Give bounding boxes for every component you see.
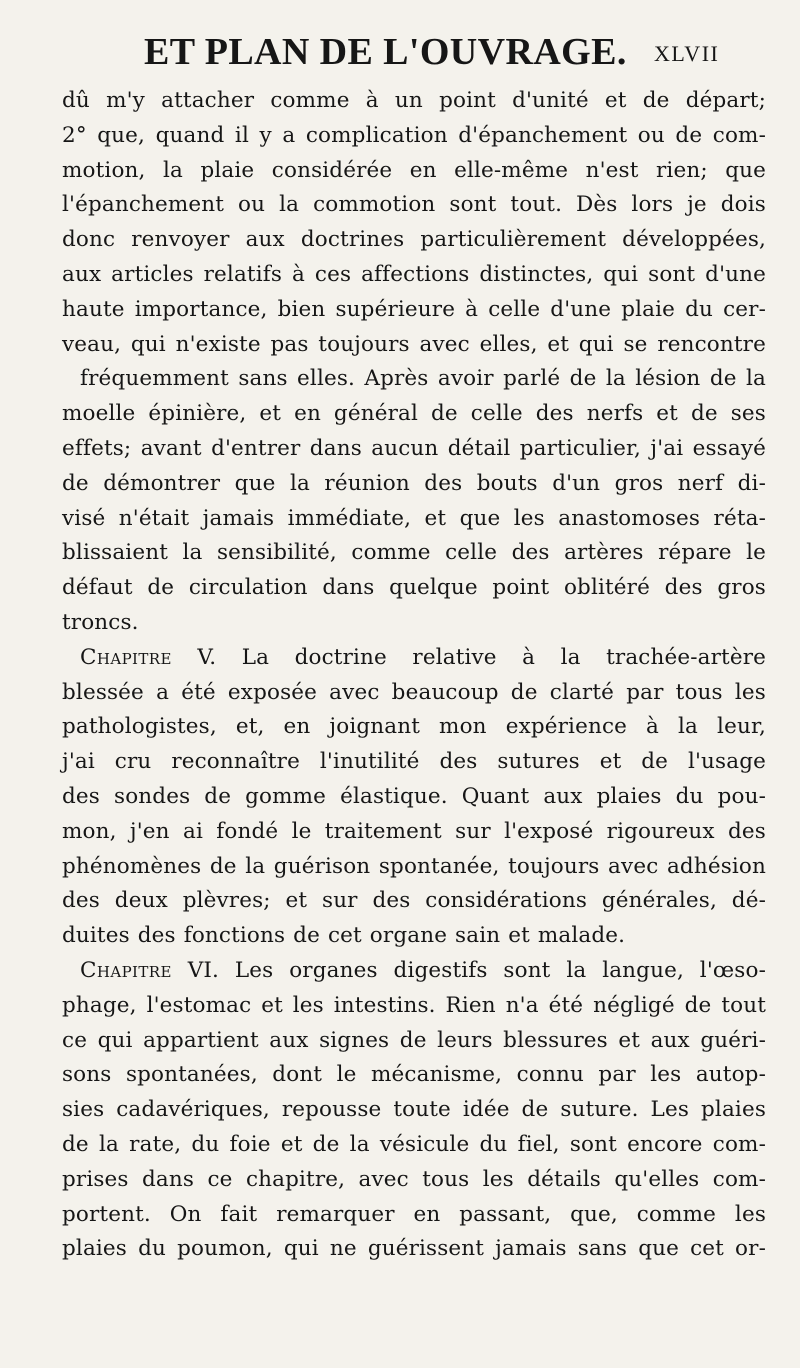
- text-line: [62, 710, 766, 745]
- text-line: [62, 1232, 766, 1267]
- line-text: sons spontanées, dont le mécanisme, connu par les autop-: [62, 1062, 766, 1088]
- line-text: phénomènes de la guérison spontanée, toujours avec adhésion: [62, 853, 766, 879]
- line-text: des sondes de gomme élastique. Quant aux plaies du pou-: [62, 783, 766, 809]
- line-text: j'ai cru reconnaître l'inutilité des sutures et de l'usage: [62, 749, 766, 775]
- text-line: [62, 154, 766, 189]
- text-line: [62, 1058, 766, 1093]
- text-line: [62, 745, 766, 780]
- text-line: [62, 258, 766, 293]
- line-text: ce qui appartient aux signes de leurs blessures et aux guéri-: [62, 1027, 766, 1053]
- line-text: blessée a été exposée avec beaucoup de clarté par tous les: [62, 679, 766, 705]
- text-line: [62, 606, 766, 641]
- chapter-label: Chapitre: [80, 644, 172, 670]
- line-text: de la rate, du foie et de la vésicule du fiel, sont encore com-: [62, 1131, 766, 1157]
- text-line: [62, 989, 766, 1024]
- text-line: [62, 84, 766, 119]
- text-line: [62, 641, 766, 676]
- body-text: [62, 84, 766, 1267]
- text-line: [62, 119, 766, 154]
- page-number: XLVII: [654, 41, 720, 66]
- text-line: [62, 188, 766, 223]
- line-text: sies cadavériques, repousse toute idée de suture. Les plaies: [62, 1097, 766, 1123]
- text-line: [62, 467, 766, 502]
- line-text: visé n'était jamais immédiate, et que les anastomoses réta-: [62, 505, 766, 531]
- running-head: [62, 28, 766, 73]
- line-text: des deux plèvres; et sur des considérations générales, dé-: [62, 888, 766, 914]
- line-text: aux articles relatifs à ces affections distinctes, qui sont d'une: [62, 261, 766, 287]
- text-line: [62, 1093, 766, 1128]
- chapter-label: Chapitre: [80, 957, 172, 983]
- line-text: fréquemment sans elles. Après avoir parlé de la lésion de la: [80, 366, 766, 392]
- text-line: [62, 815, 766, 850]
- line-text: haute importance, bien supérieure à celle d'une plaie du cer-: [62, 296, 766, 322]
- line-text: veau, qui n'existe pas toujours avec elles, et qui se rencontre: [62, 331, 766, 357]
- line-text: dû m'y attacher comme à un point d'unité et de départ;: [62, 88, 766, 113]
- line-text: pathologistes, et, en joignant mon expérience à la leur,: [62, 714, 766, 740]
- line-text: troncs.: [62, 609, 139, 635]
- line-text: effets; avant d'entrer dans aucun détail particulier, j'ai essayé: [62, 435, 766, 461]
- text-line: [62, 1163, 766, 1198]
- line-text: blissaient la sensibilité, comme celle des artères répare le: [62, 540, 766, 566]
- text-line: [62, 536, 766, 571]
- page-title: ET PLAN DE L'OUVRAGE.: [144, 31, 627, 73]
- line-text: phage, l'estomac et les intestins. Rien n'a été négligé de tout: [62, 992, 766, 1018]
- text-line: [62, 1024, 766, 1059]
- text-line: [62, 780, 766, 815]
- text-line: [62, 223, 766, 258]
- line-text: 2° que, quand il y a complication d'épanchement ou de com-: [62, 122, 766, 148]
- text-line: [62, 432, 766, 467]
- text-line: [62, 919, 766, 954]
- line-text: donc renvoyer aux doctrines particulièrement développées,: [62, 227, 766, 253]
- text-line: [62, 571, 766, 606]
- line-text: V. La doctrine relative à la trachée-artère: [171, 644, 766, 670]
- line-text: duites des fonctions de cet organe sain et malade.: [62, 923, 626, 949]
- text-line: [62, 293, 766, 328]
- text-line: [62, 1128, 766, 1163]
- text-line: [62, 676, 766, 711]
- line-text: mon, j'en ai fondé le traitement sur l'exposé rigoureux des: [62, 818, 766, 844]
- line-text: défaut de circulation dans quelque point oblitéré des gros: [62, 575, 766, 601]
- line-text: l'épanchement ou la commotion sont tout. Dès lors je dois: [62, 192, 766, 218]
- text-line: [62, 1198, 766, 1233]
- text-line: [62, 397, 766, 432]
- text-line: [62, 954, 766, 989]
- line-text: VI. Les organes digestifs sont la langue, l'œso-: [171, 957, 766, 983]
- text-line: [62, 328, 766, 363]
- text-line: [62, 850, 766, 885]
- line-text: moelle épinière, et en général de celle des nerfs et de ses: [62, 401, 766, 427]
- text-line: [62, 362, 766, 397]
- text-line: [62, 884, 766, 919]
- line-text: prises dans ce chapitre, avec tous les détails qu'elles com-: [62, 1166, 766, 1192]
- line-text: de démontrer que la réunion des bouts d'un gros nerf di-: [62, 470, 766, 496]
- line-text: motion, la plaie considérée en elle-même n'est rien; que: [62, 157, 766, 183]
- line-text: portent. On fait remarquer en passant, que, comme les: [62, 1201, 766, 1227]
- line-text: plaies du poumon, qui ne guérissent jamais sans que cet or-: [62, 1236, 766, 1262]
- text-line: [62, 502, 766, 537]
